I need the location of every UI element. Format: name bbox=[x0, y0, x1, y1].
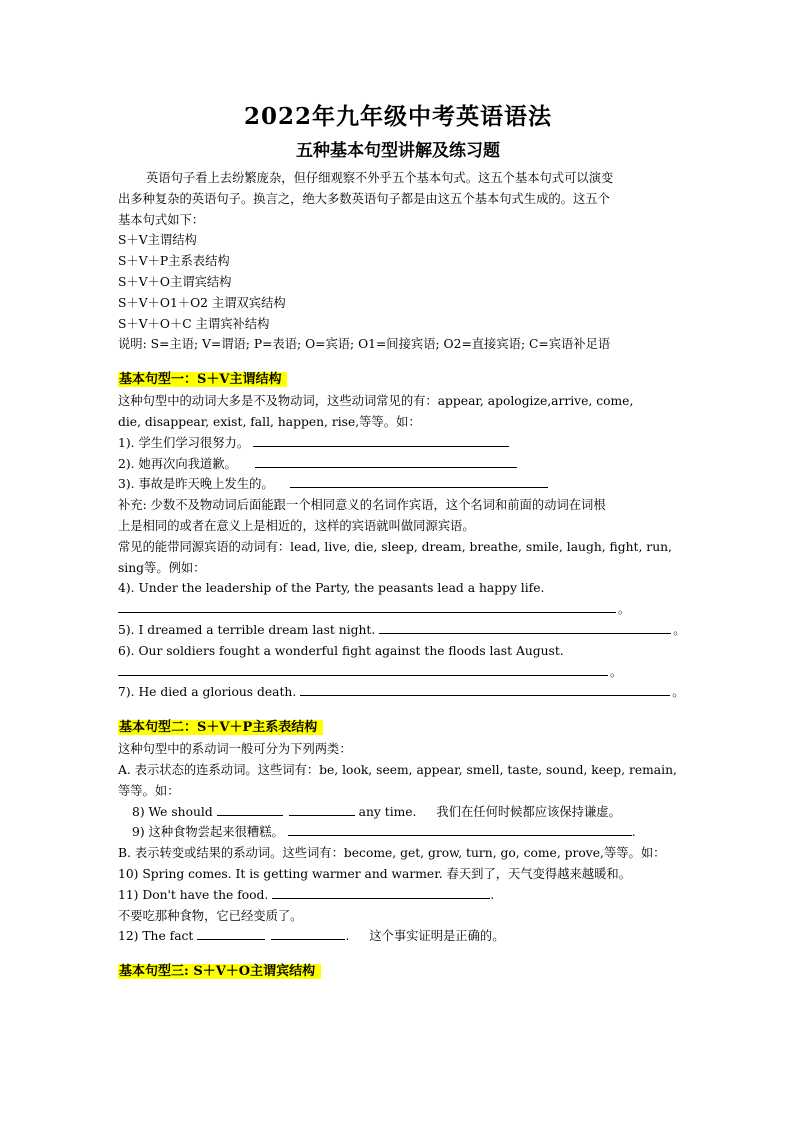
answer-blank[interactable] bbox=[253, 433, 509, 447]
pattern-item: S＋V主谓结构 bbox=[118, 233, 197, 248]
exercise-prompt: 11) Don't have the food. bbox=[118, 887, 269, 902]
pattern-item: S＋V＋O主谓宾结构 bbox=[118, 274, 232, 289]
exercise-prompt: 7). He died a glorious death. bbox=[118, 685, 297, 700]
answer-blank[interactable] bbox=[288, 822, 632, 836]
section-text: 等等。如： bbox=[118, 783, 180, 798]
punctuation: . bbox=[490, 887, 495, 902]
punctuation: 。 bbox=[672, 685, 685, 700]
answer-blank[interactable] bbox=[255, 454, 517, 468]
exercise-item bbox=[118, 620, 686, 641]
punctuation: . bbox=[631, 825, 636, 840]
section-heading-highlight: 基本句型一：S＋V主谓结构 bbox=[118, 372, 287, 387]
translation-note: 我们在任何时候都应该保持谦虚。 bbox=[436, 804, 621, 819]
section-text: die, disappear, exist, fall, happen, rise,等等。如： bbox=[118, 414, 421, 429]
section-text: sing等。例如： bbox=[118, 560, 206, 575]
punctuation: 。 bbox=[673, 622, 686, 637]
answer-blank[interactable] bbox=[118, 662, 608, 676]
exercise-item bbox=[118, 682, 685, 703]
answer-blank[interactable] bbox=[300, 682, 670, 696]
document-title: 2022年九年级中考英语语法 bbox=[243, 103, 552, 130]
translation-note: 不要吃那种食物，它已经变质了。 bbox=[118, 908, 303, 923]
section-text: 这种句型中的系动词一般可分为下列两类： bbox=[118, 742, 352, 757]
answer-blank[interactable] bbox=[289, 802, 355, 816]
exercise-item bbox=[118, 599, 678, 620]
exercise-prompt: 12) The fact bbox=[118, 929, 194, 944]
answer-blank[interactable] bbox=[118, 599, 616, 613]
exercise-prompt: 2). 她再次向我道歉。 bbox=[118, 456, 237, 471]
legend-note: 说明: S=主语; V=谓语; P=表语; O=宾语; O1=间接宾语; O2=直接宾语; C=宾语补足语 bbox=[118, 337, 611, 352]
answer-blank[interactable] bbox=[271, 926, 345, 940]
punctuation: . bbox=[345, 929, 350, 944]
intro-paragraph-line: 基本句式如下： bbox=[118, 212, 205, 227]
exercise-item bbox=[118, 433, 678, 454]
intro-paragraph-line: 出多种复杂的英语句子。换言之，绝大多数英语句子都是由这五个基本句式生成的。这五个 bbox=[118, 191, 610, 206]
section-heading bbox=[118, 961, 678, 983]
answer-blank[interactable] bbox=[379, 620, 671, 634]
section-text: 这种句型中的动词大多是不及物动词，这些动词常见的有：appear, apologize,arrive, come, bbox=[118, 394, 634, 409]
pattern-item: S＋V＋O＋C 主谓宾补结构 bbox=[118, 316, 270, 331]
document-subtitle: 五种基本句型讲解及练习题 bbox=[296, 141, 500, 161]
section-text: B. 表示转变或结果的系动词。这些词有：become, get, grow, turn, go, come, prove,等等。如： bbox=[118, 846, 666, 861]
exercise-prompt: 1). 学生们学习很努力。 bbox=[118, 435, 250, 450]
exercise-prompt: any time. bbox=[358, 804, 417, 819]
exercise-prompt: 4). Under the leadership of the Party, the peasants lead a happy life. bbox=[118, 581, 545, 596]
exercise-prompt: 8) We should bbox=[132, 804, 213, 819]
section-text: 常见的能带同源宾语的动词有：lead, live, die, sleep, dream, breathe, smile, laugh, fight, run, bbox=[118, 539, 672, 554]
pattern-item: S＋V＋P主系表结构 bbox=[118, 254, 230, 269]
document-page bbox=[118, 100, 686, 983]
punctuation: 。 bbox=[610, 664, 623, 679]
section-text: 补充: 少数不及物动词后面能跟一个相同意义的名词作宾语，这个名词和前面的动词在词根 bbox=[118, 498, 606, 513]
exercise-item bbox=[118, 822, 678, 843]
section-heading-highlight: 基本句型三: S＋V＋O主谓宾结构 bbox=[118, 964, 321, 979]
exercise-item bbox=[118, 454, 678, 475]
section-heading-highlight: 基本句型二：S＋V＋P主系表结构 bbox=[118, 720, 323, 735]
exercise-prompt: 3). 事故是昨天晚上发生的。 bbox=[118, 477, 274, 492]
punctuation: 。 bbox=[618, 602, 631, 617]
exercise-item bbox=[118, 885, 678, 906]
answer-blank[interactable] bbox=[290, 474, 548, 488]
answer-blank[interactable] bbox=[197, 926, 265, 940]
exercise-prompt: 5). I dreamed a terrible dream last night. bbox=[118, 622, 376, 637]
exercise-item bbox=[118, 662, 678, 683]
exercise-item bbox=[118, 926, 678, 947]
exercise-prompt: 9) 这种食物尝起来很糟糕。 bbox=[132, 825, 284, 840]
exercise-prompt: 6). Our soldiers fought a wonderful fight against the floods last August. bbox=[118, 643, 564, 658]
section-heading bbox=[118, 369, 678, 391]
translation-note: 这个事实证明是正确的。 bbox=[369, 929, 505, 944]
exercise-prompt: 10) Spring comes. It is getting warmer and warmer. 春天到了，天气变得越来越暖和。 bbox=[118, 866, 632, 881]
intro-paragraph-line: 英语句子看上去纷繁庞杂，但仔细观察不外乎五个基本句式。这五个基本句式可以演变 bbox=[146, 171, 614, 185]
exercise-item bbox=[118, 474, 678, 495]
answer-blank[interactable] bbox=[217, 802, 283, 816]
exercise-item bbox=[118, 802, 678, 823]
section-text: 上是相同的或者在意义上是相近的，这样的宾语就叫做同源宾语。 bbox=[118, 518, 475, 533]
section-heading bbox=[118, 717, 678, 739]
section-text: A. 表示状态的连系动词。这些词有：be, look, seem, appear, smell, taste, sound, keep, remain, bbox=[118, 762, 677, 777]
answer-blank[interactable] bbox=[272, 885, 490, 899]
pattern-item: S＋V＋O1＋O2 主谓双宾结构 bbox=[118, 295, 286, 310]
